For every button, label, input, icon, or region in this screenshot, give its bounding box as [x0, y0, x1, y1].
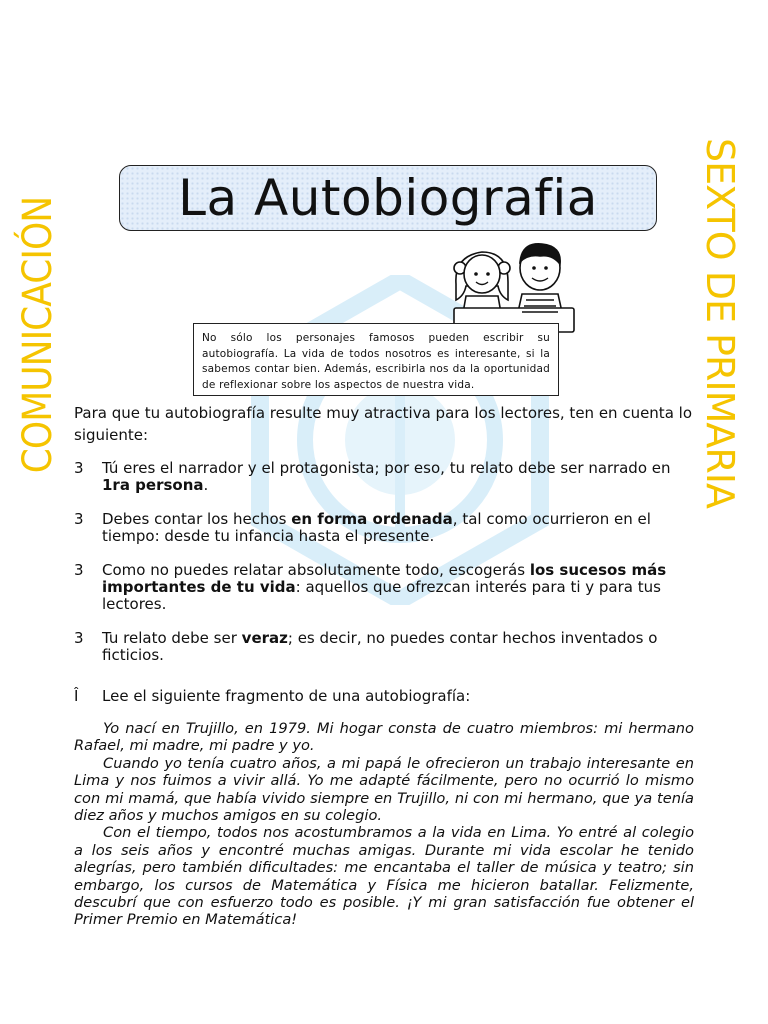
intro-paragraph: Para que tu autobiografía resulte muy atractiva para los lectores, ten en cuenta lo siguiente:	[74, 404, 692, 444]
bullet-icon: 3	[74, 629, 84, 647]
instruction-text: Lee el siguiente fragmento de una autobiografía:	[102, 687, 471, 705]
list-item-text: Tú eres el narrador y el protagonista; por eso, tu relato debe ser narrado en 1ra persona.	[102, 459, 671, 494]
main-content	[74, 402, 694, 705]
pointer-icon: Î	[74, 687, 79, 705]
subject-label: COMUNICACIÓN	[15, 196, 61, 474]
list-item-text: Como no puedes relatar absolutamente todo, escogerás los sucesos más importantes de tu vida: aquellos que ofrezcan interés para ti y para tus lectores.	[102, 561, 667, 613]
bullet-icon: 3	[74, 510, 84, 528]
bullet-icon: 3	[74, 459, 84, 477]
children-illustration-icon	[448, 238, 576, 334]
list-item	[74, 511, 694, 545]
title-banner	[119, 165, 657, 231]
grade-label: SEXTO DE PRIMARIA	[698, 137, 742, 508]
list-item-text: Debes contar los hechos en forma ordenada, tal como ocurrieron en el tiempo: desde tu infancia hasta el presente.	[102, 510, 651, 545]
page-title: La Autobiografia	[178, 169, 598, 227]
autobiography-fragment	[74, 720, 694, 929]
story-paragraph: Yo nací en Trujillo, en 1979. Mi hogar consta de cuatro miembros: mi hermano Rafael, mi madre, mi padre y yo.	[74, 720, 694, 755]
intro-box: No sólo los personajes famosos pueden escribir su autobiografía. La vida de todos nosotros es interesante, si la sabemos contar bien. Además, escribirla nos da la oportunidad de reflexionar sobre los aspectos de nuestra vida.	[193, 323, 559, 396]
list-item	[74, 460, 694, 494]
list-item-text: Tu relato debe ser veraz; es decir, no puedes contar hechos inventados o ficticios.	[102, 629, 658, 664]
list-item	[74, 562, 694, 613]
story-paragraph: Cuando yo tenía cuatro años, a mi papá le ofrecieron un trabajo interesante en Lima y nos fuimos a vivir allá. Yo me adapté fácilmente, pero no ocurrió lo mismo con mi mamá, que había vivido siempre en Trujillo, ni con mi hermano, que ya tenía diez años y muchos amigos en su colegio.	[74, 754, 694, 825]
story-paragraph: Con el tiempo, todos nos acostumbramos a la vida en Lima. Yo entré al colegio a los seis años y encontré muchas amigas. Durante mi vida escolar he tenido alegrías, pero también dificultades: me encantaba el taller de música y teatro; sin embargo, los cursos de Matemática y Física me hicieron batallar. Felizmente, descubrí que con esfuerzo todo es posible. ¡Y mi gran satisfacción fue obtener el Primer Premio en Matemática!	[74, 824, 694, 929]
instruction	[74, 688, 694, 705]
bullet-icon: 3	[74, 561, 84, 579]
list-item	[74, 630, 694, 664]
